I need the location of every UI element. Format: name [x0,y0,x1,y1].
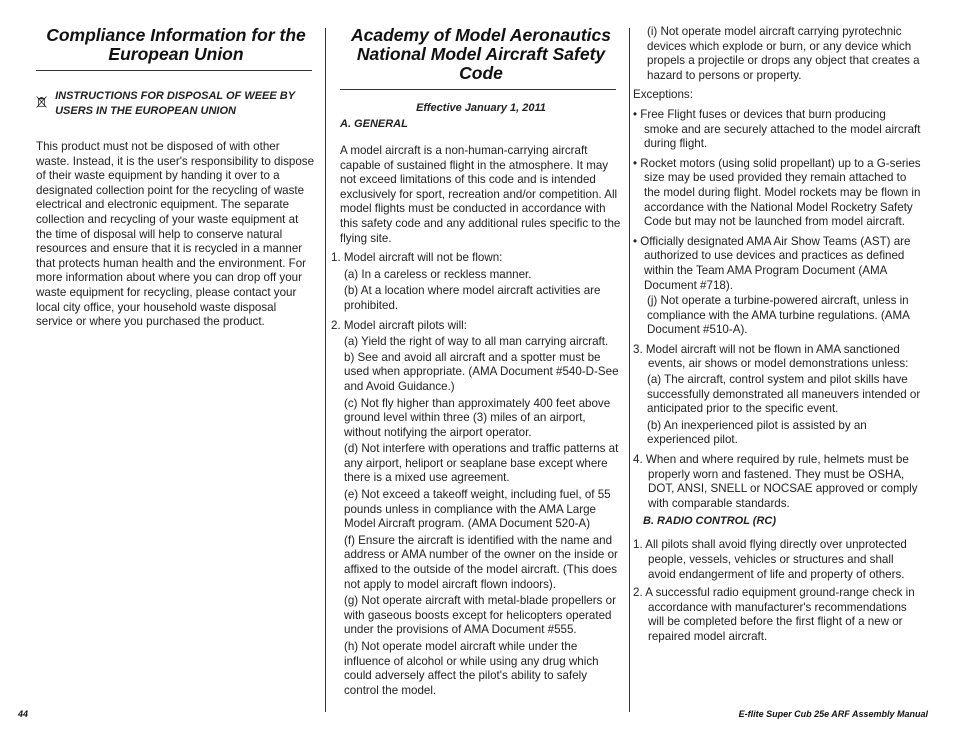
exception-bullet-3: • Officially designated AMA Air Show Teams (AST) are authorized to use devices and practices as defined within the Team AMA Program Document (AMA Document #718). [633,234,911,292]
weee-body: This product must not be disposed of with other waste. Instead, it is the user's responsibility to dispose of their waste equipment by handing it over to a designated collection point for the recycling of waste electrical and electronic equipment. The separate collection and recycling of your waste equipment at the time of disposal will help to conserve natural resources and ensure that it is recycled in a manner that protects human health and the environment. For more information about where you can drop off your waste equipment for recycling, please contact your local city office, your household waste disposal service or where you purchased the product. [36,140,315,329]
item-3a: (a) The aircraft, control system and pilot skills have successfully demonstrated all maneuvers intended or anticipated prior to the specific event. [647,373,921,416]
exception-bullet-2: • Rocket motors (using solid propellant) up to a G-series size may be used provided they remain attached to the model during flight. Model rockets may be flown in accordance with the National Model Rocketry Safety Code but may not be launched from model aircraft. [633,156,921,229]
column-ama-code-continued [633,0,923,645]
item-2d: (d) Not interfere with operations and traffic patterns at any airport, heliport or seaplane base except where there is a mixed use agreement. [344,442,619,485]
column-divider-2 [629,28,630,712]
item-3b: (b) An inexperienced pilot is assisted by an experienced pilot. [647,418,867,447]
item-2e: (e) Not exceed a takeoff weight, including fuel, of 55 pounds unless in compliance with the AMA Large Model Aircraft program. (AMA Document 520-A) [344,488,611,531]
exception-bullet-1: • Free Flight fuses or devices that burn producing smoke and are securely attached to the model aircraft during flight. [633,107,921,151]
section-a-label: A. GENERAL [340,118,408,130]
item-2a: (a) Yield the right of way to all man carrying aircraft. [344,335,609,349]
item-2b: b) See and avoid all aircraft and a spotter must be used when appropriate. (AMA Document #540-D-See and Avoid Guidance.) [344,350,619,393]
item-3: 3. Model aircraft will not be flown in AMA sanctioned events, air shows or model demonstrations unless: [633,342,909,371]
weee-title-row [36,89,316,119]
rc-item-1: 1. All pilots shall avoid flying directly over unprotected people, vessels, vehicles or structures and shall avoid endangerment of life and property of others. [633,538,907,581]
item-2h: (h) Not operate model aircraft while under the influence of alcohol or while using any drug which could adversely affect the pilot's ability to safely control the model. [344,640,599,697]
column-eu-compliance [36,0,316,330]
item-2g: (g) Not operate aircraft with metal-blade propellers or with gaseous boosts except for helicopters operated under the provisions of AMA Document #555. [344,594,616,637]
column-ama-code [331,0,622,698]
eu-compliance-heading: Compliance Information for the European Union [46,25,306,64]
effective-date: Effective January 1, 2011 [416,102,546,114]
heading-divider [340,89,616,90]
ama-code-heading: Academy of Model Aeronautics National Model Aircraft Safety Code [351,25,611,83]
page-number: 44 [18,709,29,719]
item-1b: (b) At a location where model aircraft activities are prohibited. [344,284,601,312]
item-1a: (a) In a careless or reckless manner. [344,267,532,281]
item-2: 2. Model aircraft pilots will: [331,318,467,332]
section-b-label: B. RADIO CONTROL (RC) [643,515,777,528]
general-text: A model aircraft is a non-human-carrying aircraft capable of sustained flight in the atmosphere. It may not exceed limitations of this code and is intended exclusively for sport, recreation and/or competition. All model flights must be conducted in accordance with this safety code and any additional rules specific to the flying site. [340,144,621,245]
crossed-bin-icon [36,91,47,113]
item-4: 4. When and where required by rule, helmets must be properly worn and fastened. They must be OSHA, DOT, ANSI, SNELL or NOCSAE approved or comply with comparable standards. [633,453,918,510]
weee-title: INSTRUCTIONS FOR DISPOSAL OF WEEE BY USERS IN THE EUROPEAN UNION [55,90,295,117]
exceptions-label: Exceptions: [633,88,693,102]
item-2j: (j) Not operate a turbine-powered aircraft, unless in compliance with the AMA turbine regulations. (AMA Document #510-A). [647,294,910,337]
rc-item-2: 2. A successful radio equipment ground-range check in accordance with manufacturer's recommendations will be completed before the first flight of a new or repaired model aircraft. [633,586,915,643]
item-1: 1. Model aircraft will not be flown: [331,251,503,265]
item-2c: (c) Not fly higher than approximately 400 feet above ground level within three (3) miles of an airport, without notifying the airport operator. [344,396,611,439]
heading-divider [36,70,312,71]
item-2f: (f) Ensure the aircraft is identified with the name and address or AMA number of the owner on the inside or affixed to the outside of the model aircraft. (This does not apply to model aircraft flown indoors). [344,533,618,591]
item-2i: (i) Not operate model aircraft carrying pyrotechnic devices which explode or burn, or any device which propels a projectile or drops any object that creates a hazard to persons or property. [647,25,920,82]
manual-title: E-flite Super Cub 25e ARF Assembly Manual [738,709,928,719]
column-divider-1 [325,28,326,712]
